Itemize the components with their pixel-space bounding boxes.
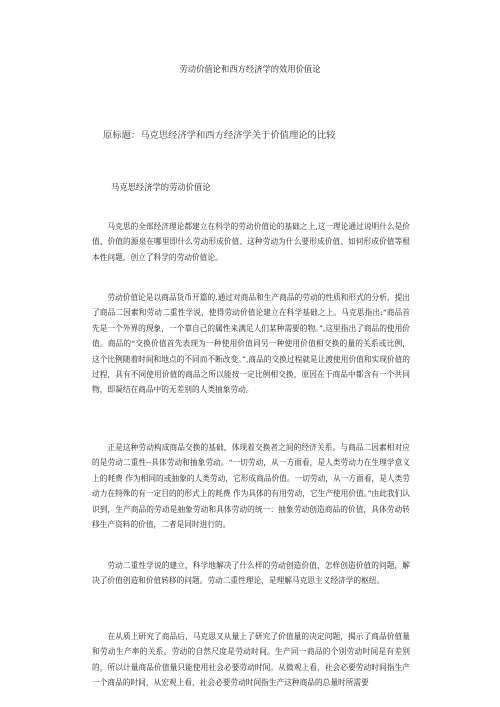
paragraph-3: 正是这种劳动构成商品交换的基础，体现着交换者之间的经济关系。与商品二因素相对应的是劳动二重性--具体劳动和抽象劳动。“一切劳动，从一方面看，是人类劳动力在生理学意义上的耗费 作为相同的或抽象的人类劳动，它形成商品价值。一切劳动，从一方面看，是人类劳动力在特殊的有一定目的的形式上的耗费 作为具体的有用劳动，它生产使用价值。”由此我们认识到，生产商品的劳动是抽象劳动和具体劳动的统一：抽象劳动创造商品的价值，具体劳动转移生产资料的价值，二者是同时进行的。 bbox=[92, 443, 410, 530]
paragraph-1: 马克思的全部经济理论都建立在科学的劳动价值论的基础之上,这一理论通过说明什么是价值、价值的源泉在哪里即什么劳动形成价值、这种劳动为什么要形成价值、如何形成价值等根本性问题，创立了科学的劳动价值论。 bbox=[92, 222, 410, 262]
paragraph-4: 劳动二重性学说的建立，科学地解决了什么样的劳动创造价值、怎样创造价值的问题，解决了价值创造和价值转移的问题。劳动二重性理论，是理解马克思主义经济学的枢纽。 bbox=[92, 561, 410, 586]
paragraph-2: 劳动价值论是以商品货币开篇的,通过对商品和生产商品的劳动的性质和形式的分析，提出了商品二因素和劳动二重性学说，使得劳动价值论建立在科学基础之上。马克思指出:“商品首先是一个外界的现象，一个靠自己的属性来满足人们某种需要的物。”,这里指出了商品的使用价值。商品的“交换价值首先表现为一种使用价值同另一种使用价值相交换的量的关系或比例，这个比例随着时间和地点的不同而不断改变。”,商品的交换过程就是让渡使用价值和实现价值的过程，具有不同使用价值的商品之所以能按一定比例相交换，原因在于商品中都含有一个共同物，即凝结在商品中的无差别的人类抽象劳动。 bbox=[92, 293, 410, 395]
paragraph-5: 在从质上研究了商品后，马克思又从量上了研究了价值量的决定问题，揭示了商品价值量和劳动生产率的关系。劳动的自然尺度是劳动时间。生产同一商品的个别劳动时间是有差别的，所以计量商品价值量只能使用社会必要劳动时间。从微观上看，社会必要劳动时间指生产一个商品的时间，从宏观上看，社会必要劳动时间指生产这种商品的总量时所需要 bbox=[92, 632, 410, 688]
document-subtitle: 原标题：马克思经济学和西方经济学关于价值理论的比较 bbox=[103, 130, 336, 141]
document-title: 劳动价值论和西方经济学的效用价值论 bbox=[179, 64, 321, 74]
section-heading: 马克思经济学的劳动价值论 bbox=[111, 182, 211, 192]
